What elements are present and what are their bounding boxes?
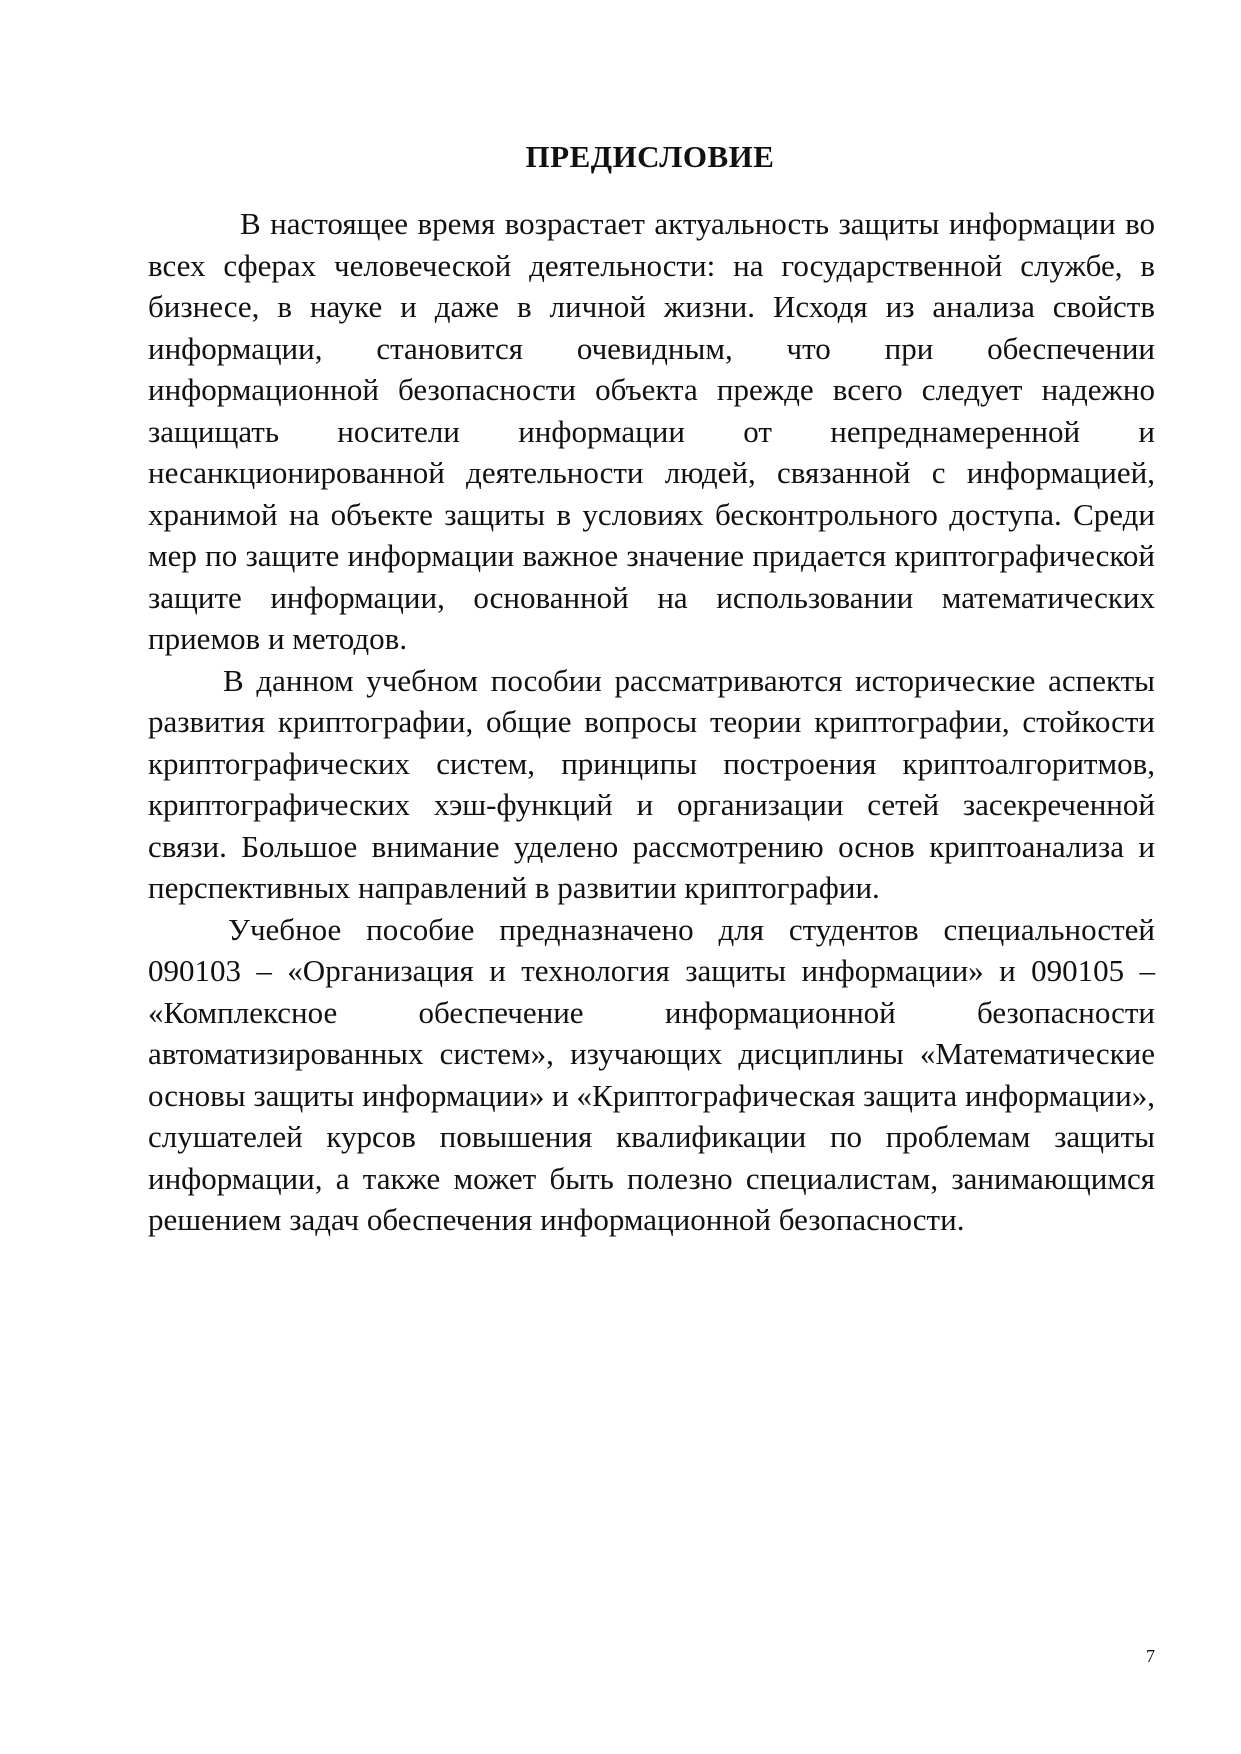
paragraph-2: В данном учебном пособии рассматриваются исторические аспекты развития криптографии, общие вопросы теории криптографии, стойкости криптографических систем, принципы построения криптоалгоритмов, криптографических хэш-функций и организации сетей засекреченной связи. Большое внимание уделено рассмотрению основ криптоанализа и перспективных направлений в развитии криптографии. bbox=[148, 662, 1155, 905]
paragraph-3: Учебное пособие предназначено для студентов специальностей 090103 – «Организация и технология защиты информации» и 090105 – «Комплексное обеспечение информационной безопасности автоматизированных систем», изучающих дисциплины «Математические основы защиты информации» и «Криптографическая защита информации», слушателей курсов повышения квалификации по проблемам защиты информации, а также может быть полезно специалистам, занимающимся решением задач обеспечения информационной безопасности. bbox=[148, 911, 1155, 1237]
paragraph-1: В настоящее время возрастает актуальность защиты информации во всех сферах человеческой деятельности: на государственной службе, в бизнесе, в науке и даже в личной жизни. Исходя из анализа свойств информации, становится очевидным, что при обеспечении информационной безопасности объекта прежде всего следует надежно защищать носители информации от непреднамеренной и несанкционированной деятельности людей, связанной с информацией, хранимой на объекте защиты в условиях бесконтрольного доступа. Среди мер по защите информации важное значение придается криптографической защите информации, основанной на использовании математических приемов и методов. bbox=[148, 206, 1155, 656]
page-number: 7 bbox=[1146, 1646, 1155, 1666]
page-title: ПРЕДИСЛОВИЕ bbox=[525, 138, 775, 174]
body-text bbox=[148, 203, 1155, 1241]
